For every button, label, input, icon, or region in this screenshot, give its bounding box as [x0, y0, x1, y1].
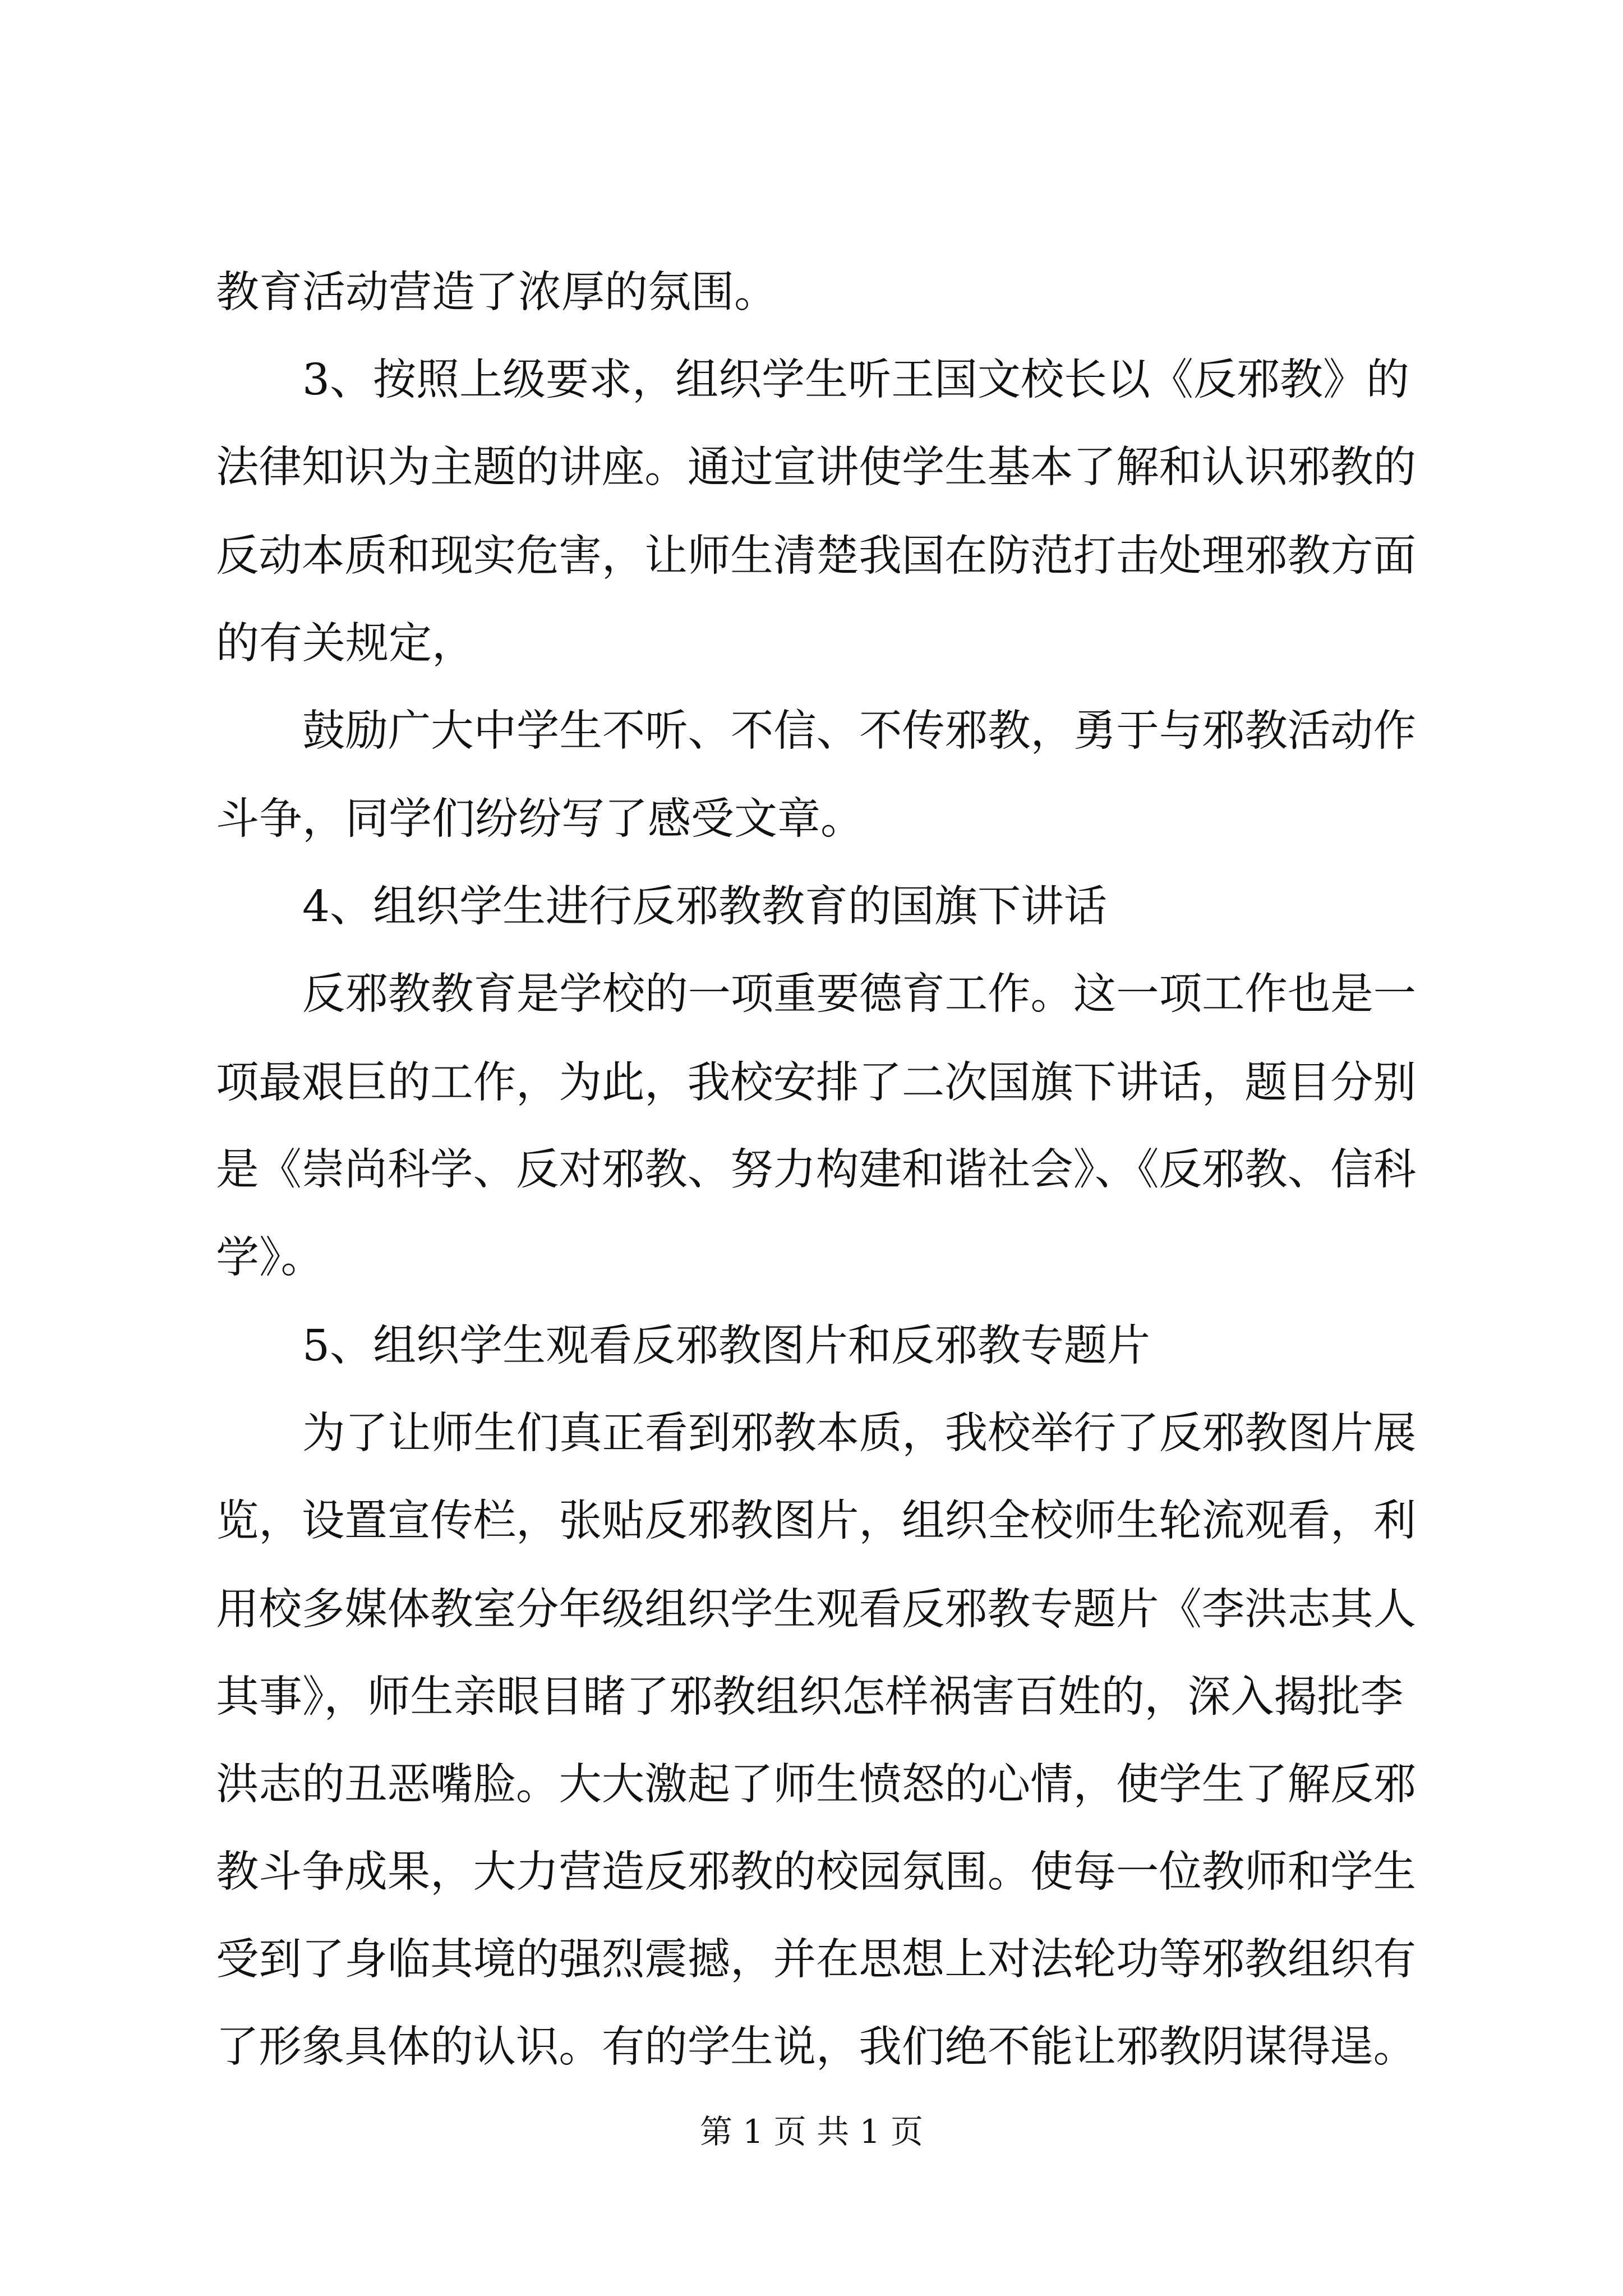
text-line: 受到了身临其境的强烈震撼，并在思想上对法轮功等邪教组织有 — [216, 1935, 1416, 1985]
text-line: 览，设置宣传栏，张贴反邪教图片，组织全校师生轮流观看，利 — [216, 1496, 1416, 1546]
text-line: 学》。 — [216, 1233, 324, 1283]
text-line: 为了让师生们真正看到邪教本质，我校举行了反邪教图片展 — [302, 1409, 1416, 1458]
text-line: 了形象具体的认识。有的学生说，我们绝不能让邪教阴谋得逞。 — [216, 2022, 1416, 2072]
text-line: 反邪教教育是学校的一项重要德育工作。这一项工作也是一 — [302, 969, 1416, 1019]
text-line: 反动本质和现实危害，让师生清楚我国在防范打击处理邪教方面 — [216, 531, 1416, 581]
text-line: 5、组织学生观看反邪教图片和反邪教专题片 — [302, 1321, 1150, 1371]
page-footer: 第 1 页 共 1 页 — [700, 2113, 923, 2151]
text-line: 其事》，师生亲眼目睹了邪教组织怎样祸害百姓的，深入揭批李 — [216, 1672, 1404, 1722]
text-line: 斗争，同学们纷纷写了感受文章。 — [216, 794, 864, 844]
text-line: 用校多媒体教室分年级组织学生观看反邪教专题片《李洪志其人 — [216, 1585, 1416, 1635]
text-line: 法律知识为主题的讲座。通过宣讲使学生基本了解和认识邪教的 — [216, 443, 1416, 493]
text-line: 洪志的丑恶嘴脸。大大激起了师生愤怒的心情，使学生了解反邪 — [216, 1760, 1416, 1810]
text-line: 3、按照上级要求，组织学生听王国文校长以《反邪教》的 — [302, 355, 1409, 405]
text-line: 教育活动营造了浓厚的氛围。 — [216, 268, 777, 318]
text-line: 是《崇尚科学、反对邪教、努力构建和谐社会》、《反邪教、信科 — [216, 1145, 1416, 1195]
text-line: 鼓励广大中学生不听、不信、不传邪教，勇于与邪教活动作 — [302, 706, 1416, 756]
text-line: 4、组织学生进行反邪教教育的国旗下讲话 — [302, 882, 1107, 932]
text-line: 教斗争成果，大力营造反邪教的校园氛围。使每一位教师和学生 — [216, 1847, 1416, 1897]
text-line: 的有关规定， — [216, 619, 475, 669]
text-line: 项最艰巨的工作，为此，我校安排了二次国旗下讲话，题目分别 — [216, 1058, 1416, 1108]
